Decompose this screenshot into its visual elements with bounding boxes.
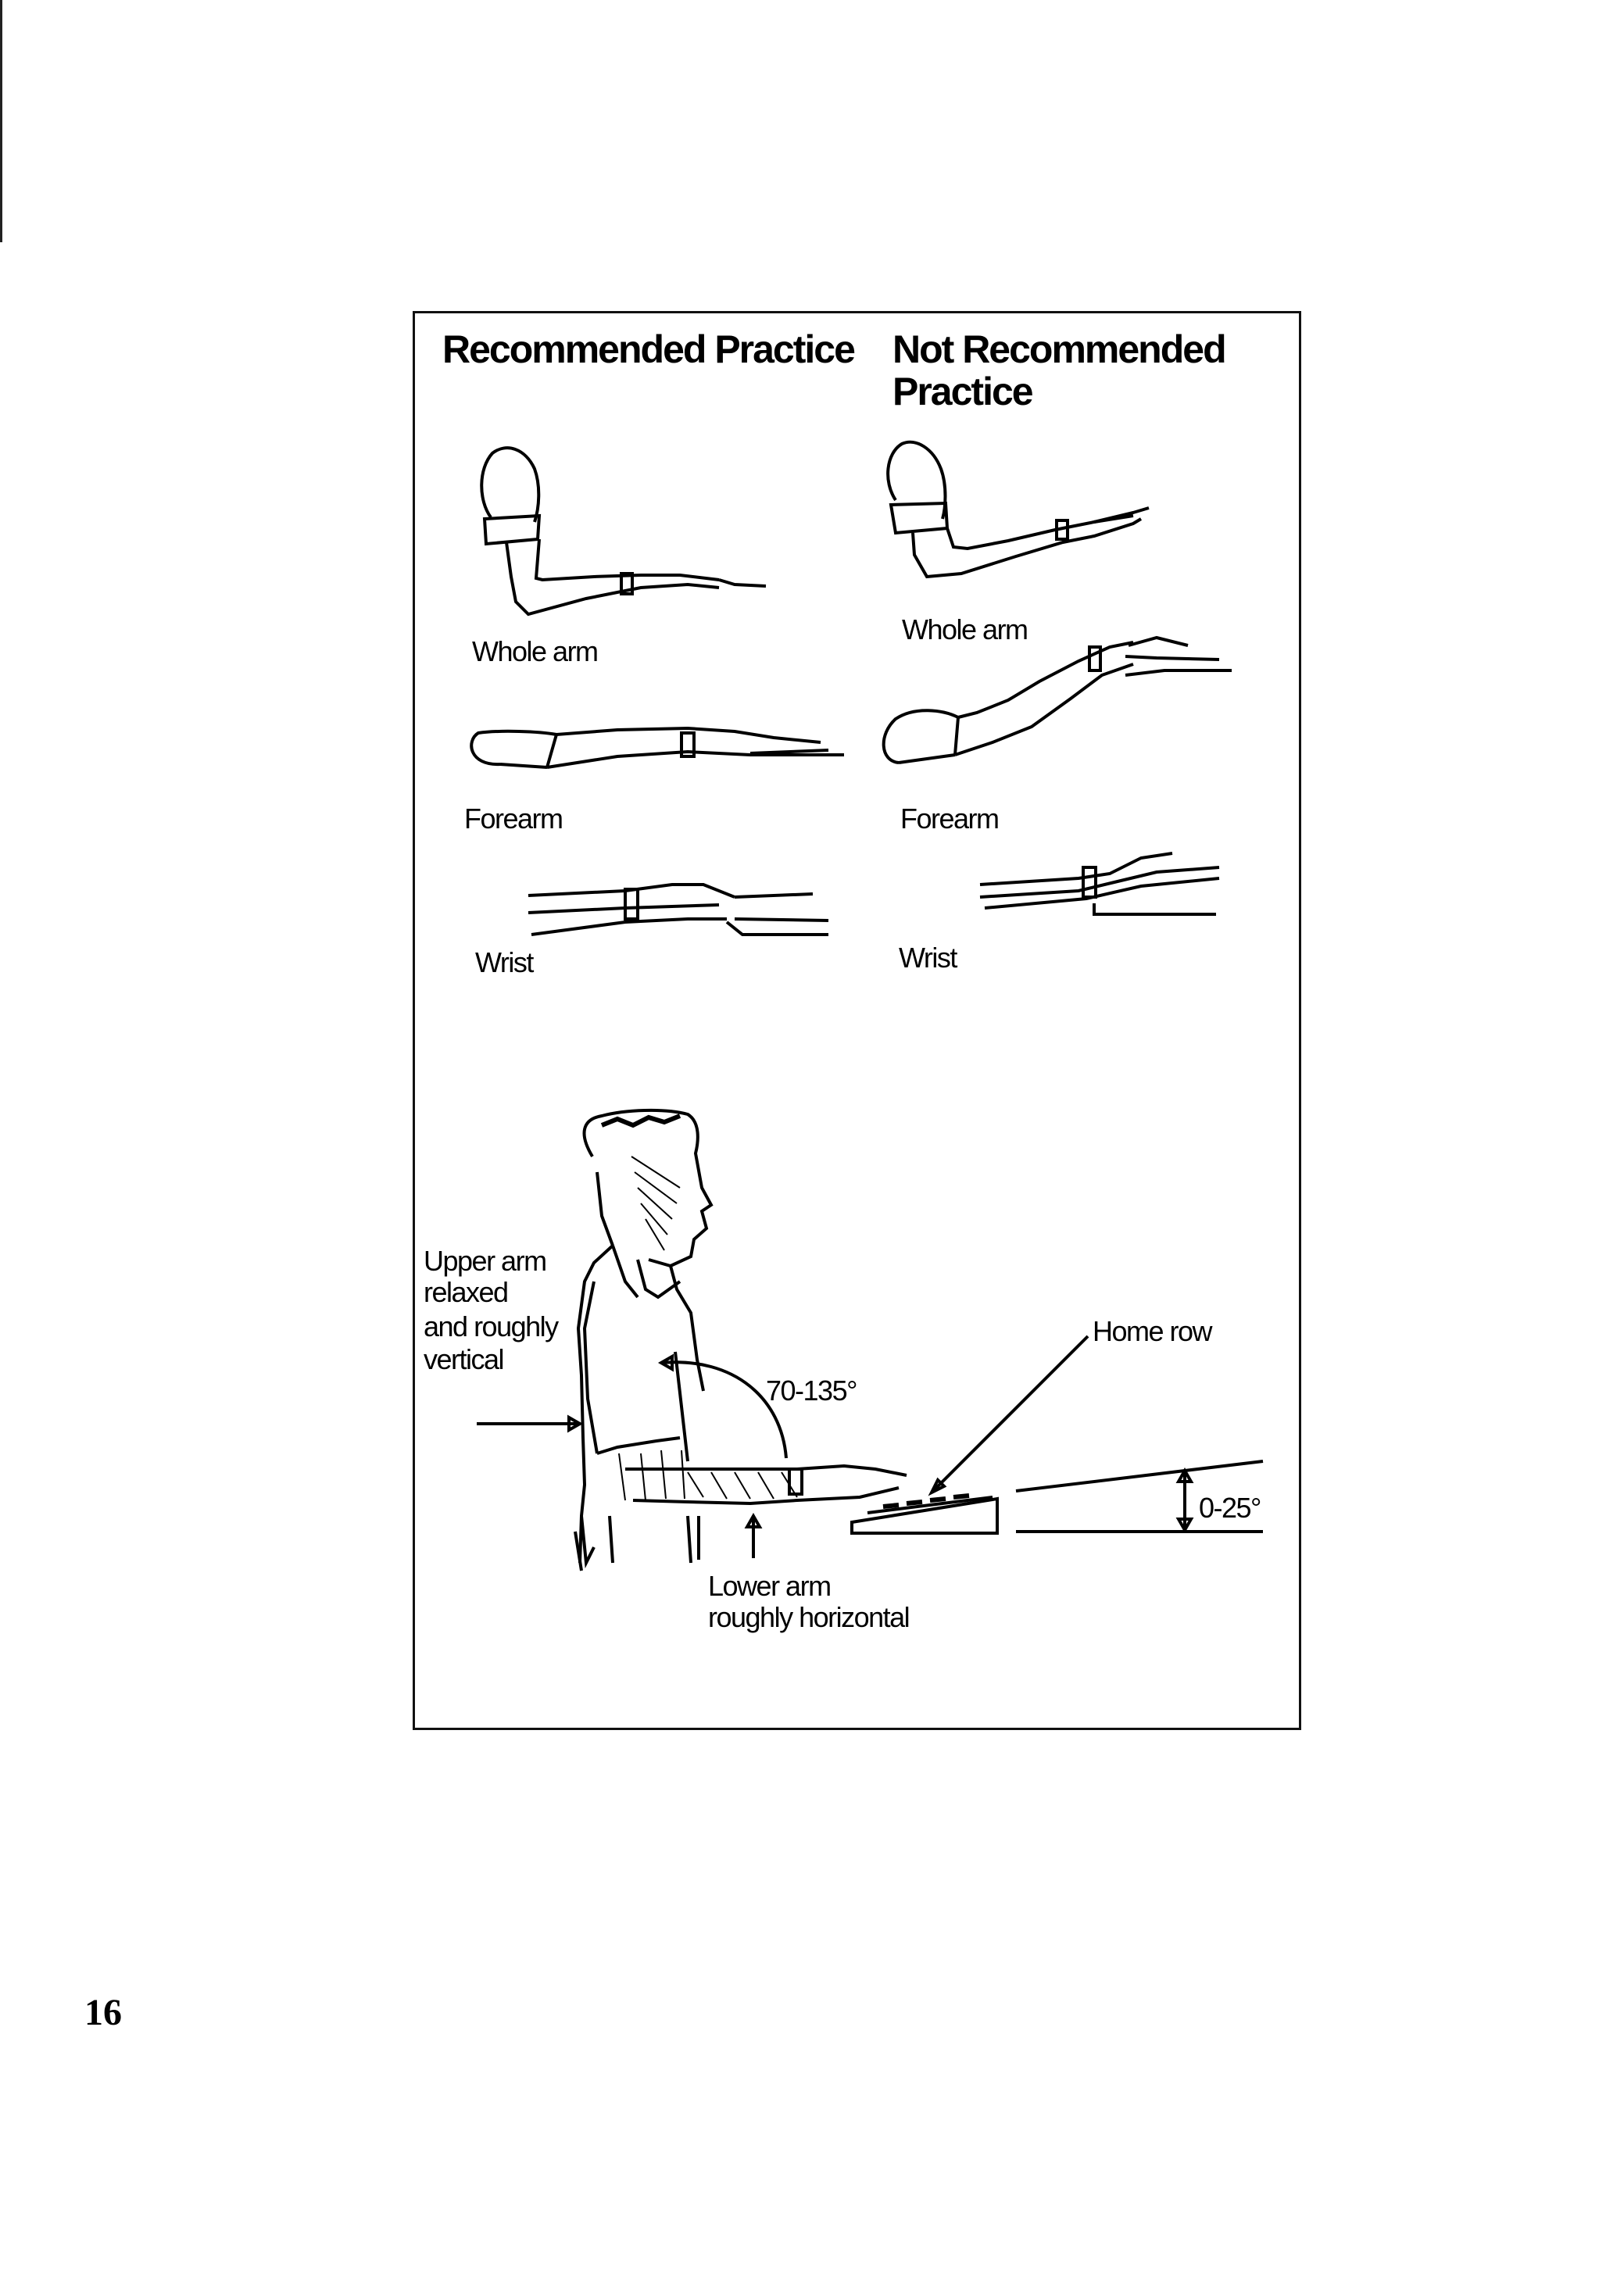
recommended-forearm-illustration	[471, 728, 844, 767]
recommended-whole-arm-label: Whole arm	[472, 635, 598, 667]
not-recommended-wrist-label: Wrist	[899, 942, 957, 974]
not-recommended-heading-line1: Not Recommended	[892, 327, 1225, 371]
page-number: 16	[84, 1992, 122, 2033]
not-recommended-heading-line2: Practice	[892, 370, 1032, 413]
not-recommended-wrist-illustration	[980, 853, 1219, 914]
elbow-angle-label: 70-135°	[766, 1375, 857, 1407]
not-recommended-forearm-illustration	[884, 638, 1232, 763]
home-row-label: Home row	[1093, 1315, 1212, 1347]
keyboard-tilt-label: 0-25°	[1199, 1492, 1261, 1524]
upper-arm-label-line4: vertical	[424, 1343, 504, 1375]
upper-arm-label-line3: and roughly	[424, 1310, 558, 1342]
upper-arm-label-line1: Upper arm	[424, 1245, 546, 1277]
recommended-whole-arm-illustration	[481, 448, 766, 614]
lower-arm-label-line1: Lower arm	[708, 1570, 831, 1602]
upper-arm-label-line2: relaxed	[424, 1276, 508, 1308]
not-recommended-whole-arm-illustration	[888, 442, 1149, 577]
recommended-wrist-label: Wrist	[475, 946, 533, 978]
recommended-heading: Recommended Practice	[442, 327, 854, 371]
not-recommended-whole-arm-label: Whole arm	[902, 613, 1028, 645]
lower-arm-label-line2: roughly horizontal	[708, 1601, 910, 1633]
not-recommended-forearm-label: Forearm	[900, 803, 999, 835]
recommended-wrist-illustration	[528, 885, 828, 935]
recommended-forearm-label: Forearm	[464, 803, 563, 835]
